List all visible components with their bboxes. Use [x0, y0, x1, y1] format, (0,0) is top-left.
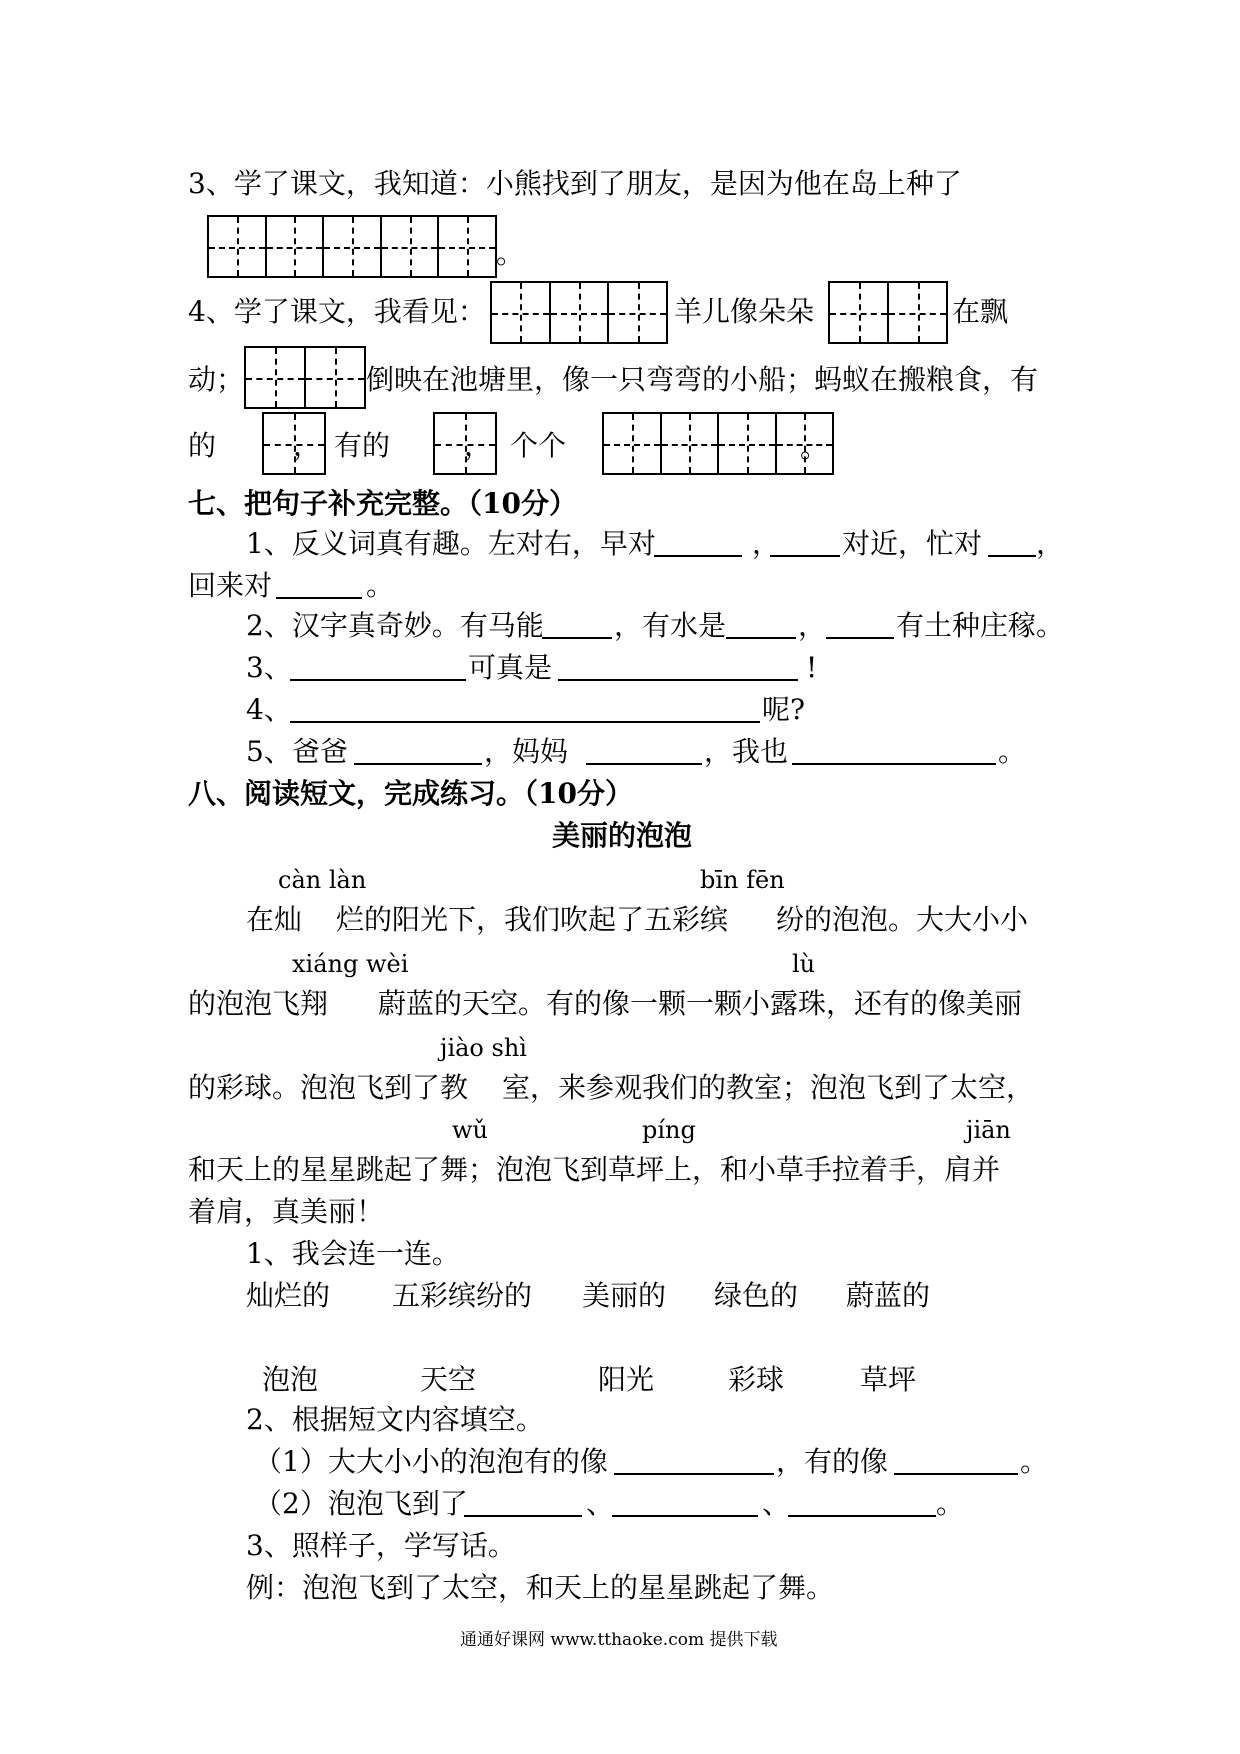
q7-s1-blank-1[interactable]	[654, 555, 742, 557]
grid-cell[interactable]	[209, 217, 267, 276]
section-8-title: 八、阅读短文，完成练习。（10分）	[188, 777, 633, 810]
q6-item4-text-e: 倒映在池塘里，像一只弯弯的小船；蚂蚁在搬粮食，有	[366, 363, 1039, 396]
ex2-2-b: 、	[586, 1487, 615, 1520]
match-noun-5[interactable]: 草坪	[860, 1363, 917, 1396]
ex2-1-blank-2[interactable]	[894, 1473, 1018, 1475]
q6-item4-text-h: 个个	[510, 429, 567, 462]
footer-credit: 通通好课网 www.tthaoke.com 提供下载	[460, 1630, 778, 1650]
passage-p1-b: 烂的阳光下，我们吹起了五彩缤	[336, 903, 729, 936]
q6-item4-text-a: 4、学了课文，我看见：	[188, 295, 486, 328]
grid-cell[interactable]	[267, 217, 325, 276]
q7-s5-d: 。	[998, 735, 1027, 768]
q6-item4-text-f: 的	[188, 429, 217, 462]
ex2-1-a: （1）大大小小的泡泡有的像	[254, 1445, 608, 1478]
passage-p2-a: 的泡泡飞翔	[188, 987, 329, 1020]
q6-item4-comma-2: ，	[464, 429, 493, 462]
match-adj-1[interactable]: 灿烂的	[246, 1279, 331, 1312]
passage-p1-a: 在灿	[246, 903, 303, 936]
q6-item4-end: 。	[800, 431, 829, 464]
grid-cell[interactable]	[306, 348, 364, 407]
q7-s3-a: 3、	[246, 651, 292, 684]
q7-s1-d: ，	[1036, 527, 1065, 560]
pinyin-canlan: càn làn	[278, 866, 367, 894]
q6-item4-text-c: 在飘	[952, 295, 1009, 328]
q6-item4-text-b: 羊儿像朵朵	[674, 295, 815, 328]
exercise-1-title: 1、我会连一连。	[246, 1237, 460, 1270]
q7-s1-f: 。	[366, 569, 395, 602]
q7-s2-b: ，有水是	[614, 609, 727, 642]
passage-p1-c: 纷的泡泡。大大小小	[776, 903, 1029, 936]
grid-cell[interactable]	[439, 217, 495, 276]
ex2-1-b: ，有的像	[776, 1445, 889, 1478]
exercise-2-title: 2、根据短文内容填空。	[246, 1403, 544, 1436]
q7-s1-blank-4[interactable]	[276, 597, 362, 599]
ex2-1-blank-1[interactable]	[614, 1473, 774, 1475]
grid-cell[interactable]	[604, 414, 662, 473]
ex2-2-d: 。	[936, 1487, 965, 1520]
q7-s2-c: ，	[798, 609, 827, 642]
q7-s3-blank-2[interactable]	[558, 679, 798, 681]
grid-cell[interactable]	[830, 283, 889, 342]
q6-item4-text-d: 动；	[188, 363, 245, 396]
ex2-2-blank-2[interactable]	[612, 1515, 758, 1517]
q7-s2-a: 2、汉字真奇妙。有马能	[246, 609, 544, 642]
passage-p2-b: 蔚蓝的天空。有的像一颗一颗小露珠，还有的像美丽	[378, 987, 1023, 1020]
q6-item4-comma-1: ，	[293, 429, 322, 462]
pinyin-ping: píng	[642, 1116, 696, 1144]
q7-s3-blank-1[interactable]	[290, 679, 466, 681]
pinyin-jiaoshi: jiào shì	[440, 1034, 527, 1062]
q7-s2-blank-2[interactable]	[726, 637, 796, 639]
q7-s4-blank-1[interactable]	[290, 721, 760, 723]
pinyin-lu: lù	[792, 950, 816, 978]
passage-p3-b: 室，来参观我们的教室；泡泡飞到了太空，	[502, 1071, 1035, 1104]
grid-cell[interactable]	[382, 217, 440, 276]
passage-p4: 和天上的星星跳起了舞；泡泡飞到草坪上，和小草手拉着手，肩并	[188, 1153, 1001, 1186]
grid-cell[interactable]	[609, 283, 666, 342]
pinyin-wu: wǔ	[452, 1116, 488, 1144]
grid-cell[interactable]	[889, 283, 946, 342]
match-adj-2[interactable]: 五彩缤纷的	[392, 1279, 533, 1312]
q7-s4-b: 呢?	[762, 693, 806, 726]
q7-s1-b: ，	[752, 527, 781, 560]
match-noun-1[interactable]: 泡泡	[262, 1363, 319, 1396]
q7-s1-a: 1、反义词真有趣。左对右，早对	[246, 527, 656, 560]
q6-item3-end: 。	[496, 237, 525, 270]
q6-item4-grid-1[interactable]	[490, 281, 668, 344]
section-7-title: 七、把句子补充完整。（10分）	[188, 487, 577, 520]
q7-s5-c: ，我也	[704, 735, 789, 768]
match-noun-3[interactable]: 阳光	[598, 1363, 655, 1396]
pinyin-jian: jiān	[966, 1116, 1011, 1144]
q7-s2-blank-1[interactable]	[542, 637, 612, 639]
grid-cell[interactable]	[719, 414, 777, 473]
exercise-3-example: 例：泡泡飞到了太空，和天上的星星跳起了舞。	[246, 1571, 835, 1604]
passage-title: 美丽的泡泡	[552, 819, 693, 852]
q7-s5-blank-1[interactable]	[354, 763, 482, 765]
q7-s5-blank-3[interactable]	[792, 763, 996, 765]
q7-s3-b: 可真是	[468, 651, 553, 684]
q7-s5-a: 5、爸爸	[246, 735, 348, 768]
pinyin-xiangwei: xiáng wèi	[292, 950, 409, 978]
q6-item4-grid-3[interactable]	[244, 346, 366, 409]
q7-s5-b: ，妈妈	[484, 735, 569, 768]
match-adj-3[interactable]: 美丽的	[582, 1279, 667, 1312]
q6-item3-grid[interactable]	[207, 215, 497, 278]
match-noun-2[interactable]: 天空	[420, 1363, 477, 1396]
grid-cell[interactable]	[492, 283, 551, 342]
ex2-1-c: 。	[1020, 1445, 1049, 1478]
grid-cell[interactable]	[662, 414, 720, 473]
q7-s1-c: 对近，忙对	[842, 527, 983, 560]
match-noun-4[interactable]: 彩球	[728, 1363, 785, 1396]
q6-item3-text: 3、学了课文，我知道：小熊找到了朋友，是因为他在岛上种了	[188, 167, 962, 200]
match-adj-4[interactable]: 绿色的	[714, 1279, 799, 1312]
q7-s2-blank-3[interactable]	[826, 637, 894, 639]
q7-s1-blank-3[interactable]	[988, 555, 1036, 557]
pinyin-binfen: bīn fēn	[700, 866, 785, 894]
q6-item4-text-g: 有的	[334, 429, 391, 462]
match-adj-5[interactable]: 蔚蓝的	[846, 1279, 931, 1312]
q6-item4-grid-2[interactable]	[828, 281, 948, 344]
grid-cell[interactable]	[324, 217, 382, 276]
passage-p5: 着肩，真美丽！	[188, 1195, 385, 1228]
ex2-2-blank-3[interactable]	[788, 1515, 936, 1517]
passage-p3-a: 的彩球。泡泡飞到了教	[188, 1071, 469, 1104]
ex2-2-c: 、	[762, 1487, 791, 1520]
q7-s1-e: 回来对	[188, 569, 273, 602]
exercise-3-title: 3、照样子，学写话。	[246, 1529, 516, 1562]
q7-s3-c: !	[806, 651, 818, 684]
q7-s1-blank-2[interactable]	[770, 555, 840, 557]
q7-s5-blank-2[interactable]	[586, 763, 702, 765]
q7-s2-d: 有土种庄稼。	[896, 609, 1065, 642]
grid-cell[interactable]	[246, 348, 306, 407]
q7-s4-a: 4、	[246, 693, 292, 726]
grid-cell[interactable]	[551, 283, 610, 342]
ex2-2-a: （2）泡泡飞到了	[254, 1487, 468, 1520]
ex2-2-blank-1[interactable]	[464, 1515, 582, 1517]
